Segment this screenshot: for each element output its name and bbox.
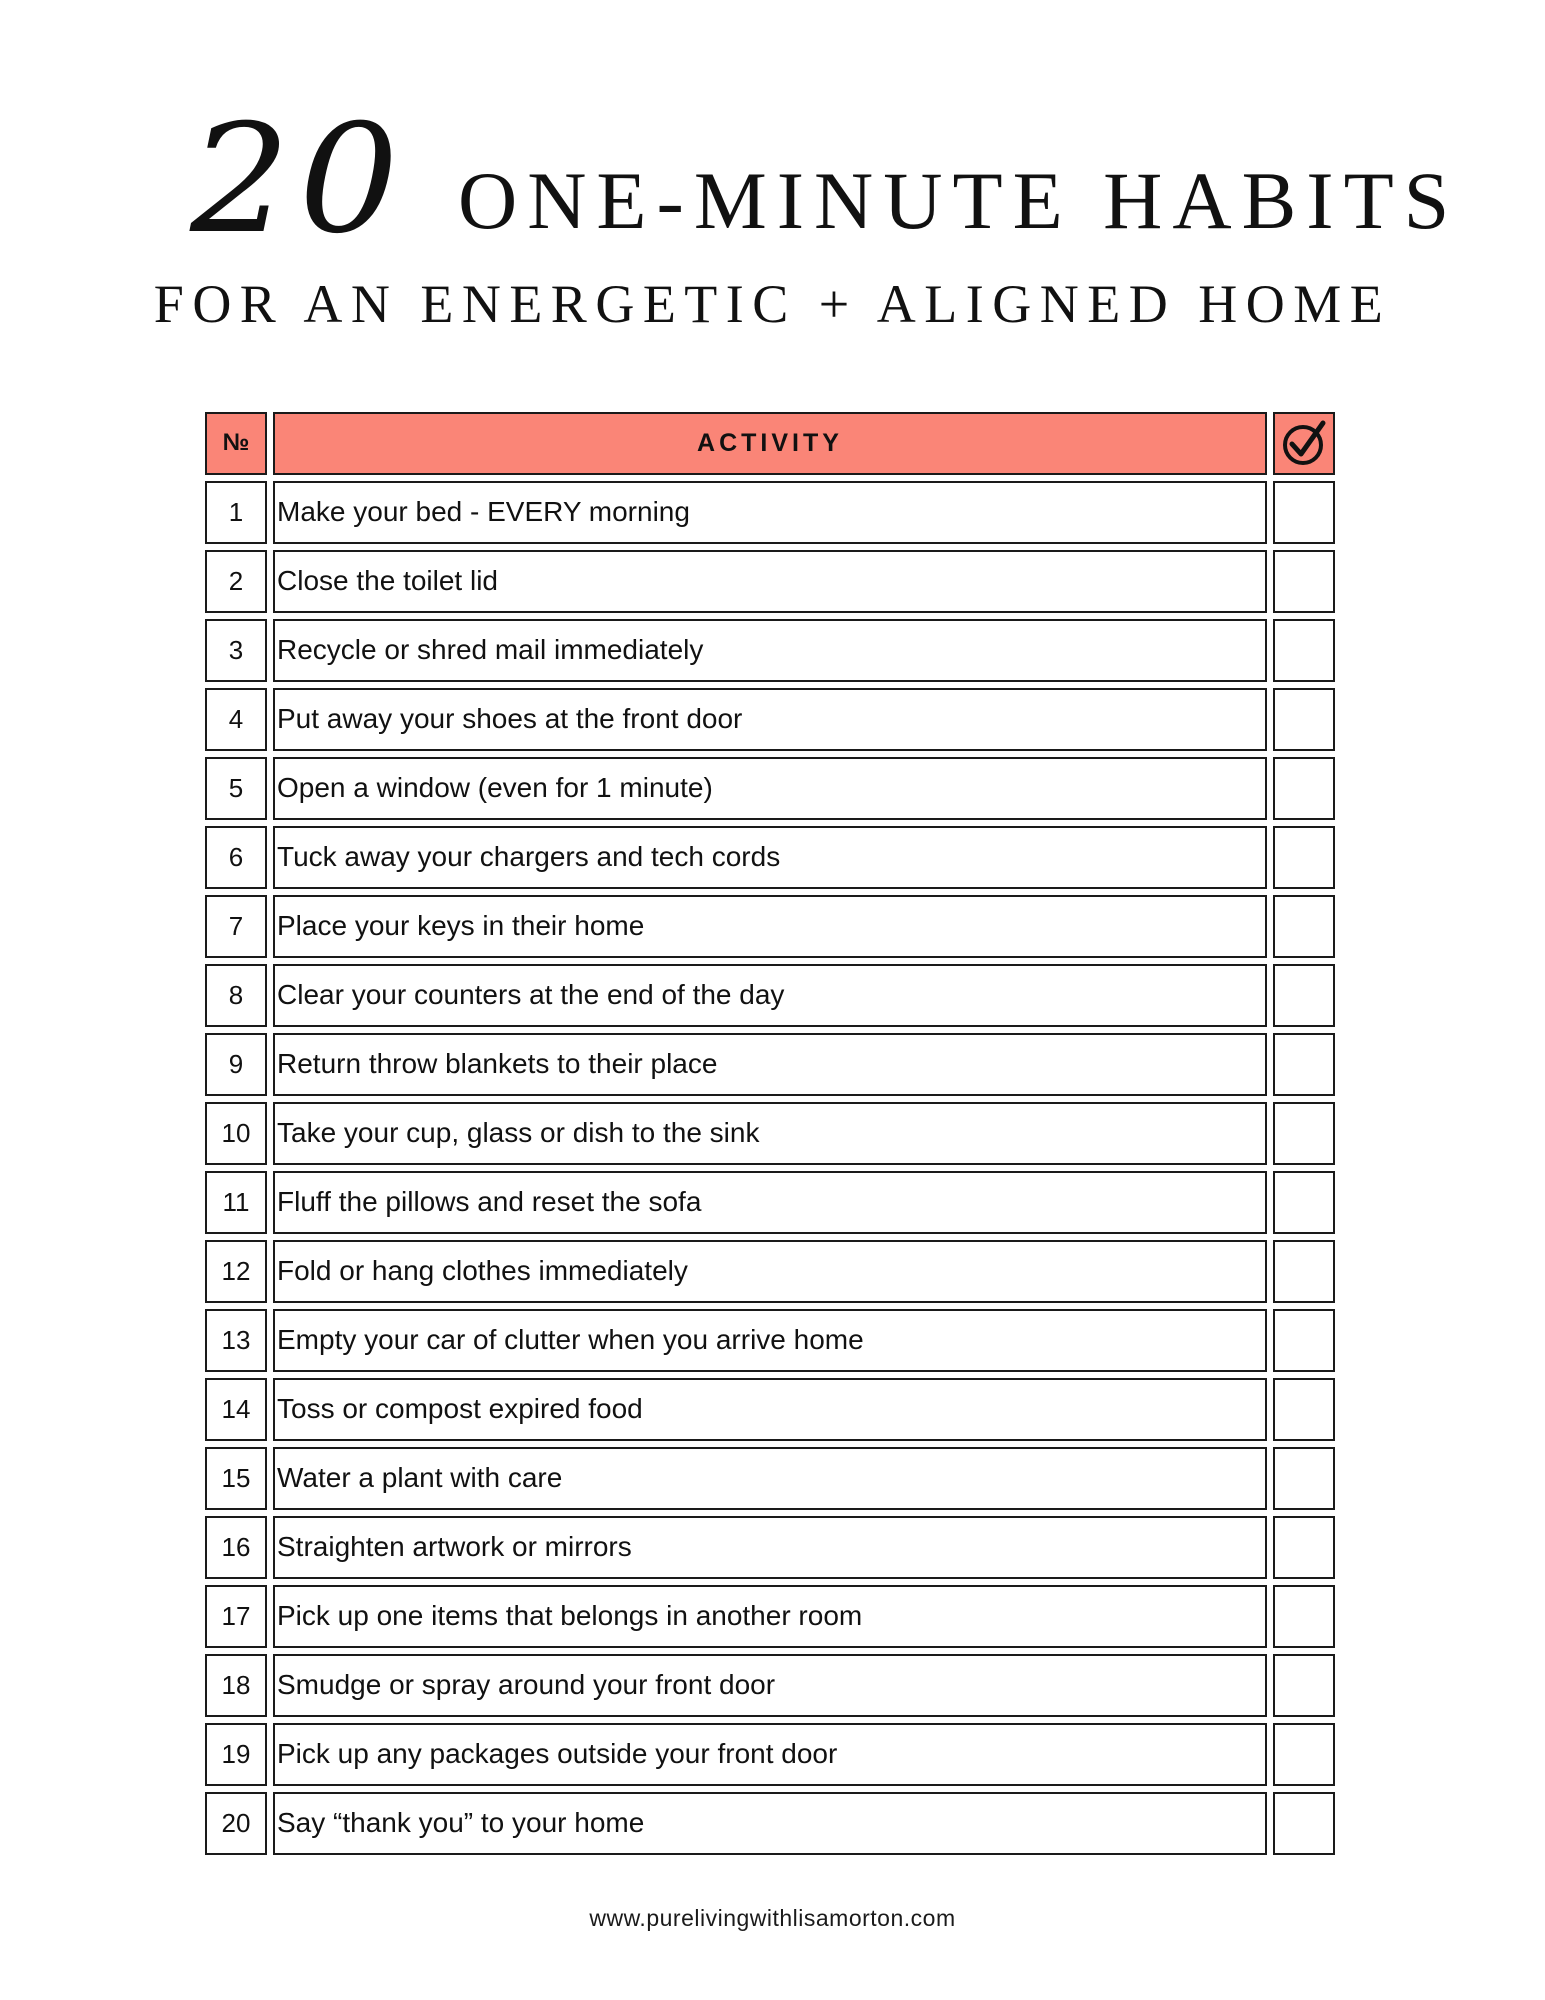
header-check-cell	[1273, 412, 1335, 475]
table-row	[205, 1723, 1330, 1786]
page-subtitle: FOR AN ENERGETIC + ALIGNED HOME	[153, 274, 1392, 334]
row-activity: Pick up one items that belongs in another room	[273, 1585, 1267, 1648]
row-number: 6	[205, 826, 267, 889]
row-number: 2	[205, 550, 267, 613]
title-row	[0, 93, 1545, 267]
row-checkbox[interactable]	[1273, 1792, 1335, 1855]
row-activity: Pick up any packages outside your front door	[273, 1723, 1267, 1786]
row-activity: Put away your shoes at the front door	[273, 688, 1267, 751]
row-number: 19	[205, 1723, 267, 1786]
table-row	[205, 619, 1330, 682]
table-row	[205, 964, 1330, 1027]
row-number: 16	[205, 1516, 267, 1579]
row-checkbox[interactable]	[1273, 1102, 1335, 1165]
row-activity: Empty your car of clutter when you arrive home	[273, 1309, 1267, 1372]
footer-url: www.purelivingwithlisamorton.com	[589, 1905, 956, 1931]
row-number: 8	[205, 964, 267, 1027]
habits-table	[205, 412, 1330, 1861]
table-row	[205, 895, 1330, 958]
row-checkbox[interactable]	[1273, 1585, 1335, 1648]
row-activity: Say “thank you” to your home	[273, 1792, 1267, 1855]
row-checkbox[interactable]	[1273, 1033, 1335, 1096]
row-number: 11	[205, 1171, 267, 1234]
table-row	[205, 1792, 1330, 1855]
row-number: 15	[205, 1447, 267, 1510]
table-row	[205, 1516, 1330, 1579]
row-activity: Fluff the pillows and reset the sofa	[273, 1171, 1267, 1234]
row-activity: Smudge or spray around your front door	[273, 1654, 1267, 1717]
table-row	[205, 826, 1330, 889]
row-number: 20	[205, 1792, 267, 1855]
row-number: 9	[205, 1033, 267, 1096]
row-activity: Close the toilet lid	[273, 550, 1267, 613]
row-activity: Tuck away your chargers and tech cords	[273, 826, 1267, 889]
table-row	[205, 1171, 1330, 1234]
table-row	[205, 1585, 1330, 1648]
table-row	[205, 481, 1330, 544]
row-number: 13	[205, 1309, 267, 1372]
table-row	[205, 1240, 1330, 1303]
row-checkbox[interactable]	[1273, 1378, 1335, 1441]
row-checkbox[interactable]	[1273, 964, 1335, 1027]
table-row	[205, 688, 1330, 751]
row-activity: Straighten artwork or mirrors	[273, 1516, 1267, 1579]
row-activity: Water a plant with care	[273, 1447, 1267, 1510]
header-activity-cell: ACTIVITY	[273, 412, 1267, 475]
row-checkbox[interactable]	[1273, 550, 1335, 613]
check-circle-icon	[1281, 419, 1329, 467]
table-row	[205, 1378, 1330, 1441]
row-activity: Fold or hang clothes immediately	[273, 1240, 1267, 1303]
row-activity: Open a window (even for 1 minute)	[273, 757, 1267, 820]
row-number: 14	[205, 1378, 267, 1441]
row-checkbox[interactable]	[1273, 1240, 1335, 1303]
row-number: 10	[205, 1102, 267, 1165]
table-row	[205, 550, 1330, 613]
row-activity: Make your bed - EVERY morning	[273, 481, 1267, 544]
table-row	[205, 1654, 1330, 1717]
row-checkbox[interactable]	[1273, 1309, 1335, 1372]
row-activity: Toss or compost expired food	[273, 1378, 1267, 1441]
row-checkbox[interactable]	[1273, 895, 1335, 958]
row-activity: Return throw blankets to their place	[273, 1033, 1267, 1096]
row-checkbox[interactable]	[1273, 481, 1335, 544]
row-checkbox[interactable]	[1273, 1516, 1335, 1579]
row-activity: Recycle or shred mail immediately	[273, 619, 1267, 682]
row-number: 7	[205, 895, 267, 958]
row-number: 4	[205, 688, 267, 751]
row-checkbox[interactable]	[1273, 1447, 1335, 1510]
table-header-row	[205, 412, 1330, 475]
header-number-cell: №	[205, 412, 267, 475]
row-checkbox[interactable]	[1273, 688, 1335, 751]
table-row	[205, 1309, 1330, 1372]
table-row	[205, 1033, 1330, 1096]
row-checkbox[interactable]	[1273, 1723, 1335, 1786]
row-checkbox[interactable]	[1273, 826, 1335, 889]
row-number: 12	[205, 1240, 267, 1303]
row-checkbox[interactable]	[1273, 619, 1335, 682]
table-row	[205, 1447, 1330, 1510]
title-number: 20	[190, 93, 408, 267]
row-activity: Clear your counters at the end of the day	[273, 964, 1267, 1027]
row-number: 18	[205, 1654, 267, 1717]
page-title: ONE-MINUTE HABITS	[458, 155, 1460, 246]
row-number: 1	[205, 481, 267, 544]
row-checkbox[interactable]	[1273, 1654, 1335, 1717]
row-number: 3	[205, 619, 267, 682]
table-row	[205, 757, 1330, 820]
row-number: 5	[205, 757, 267, 820]
table-row	[205, 1102, 1330, 1165]
row-activity: Place your keys in their home	[273, 895, 1267, 958]
row-checkbox[interactable]	[1273, 757, 1335, 820]
row-checkbox[interactable]	[1273, 1171, 1335, 1234]
row-number: 17	[205, 1585, 267, 1648]
row-activity: Take your cup, glass or dish to the sink	[273, 1102, 1267, 1165]
